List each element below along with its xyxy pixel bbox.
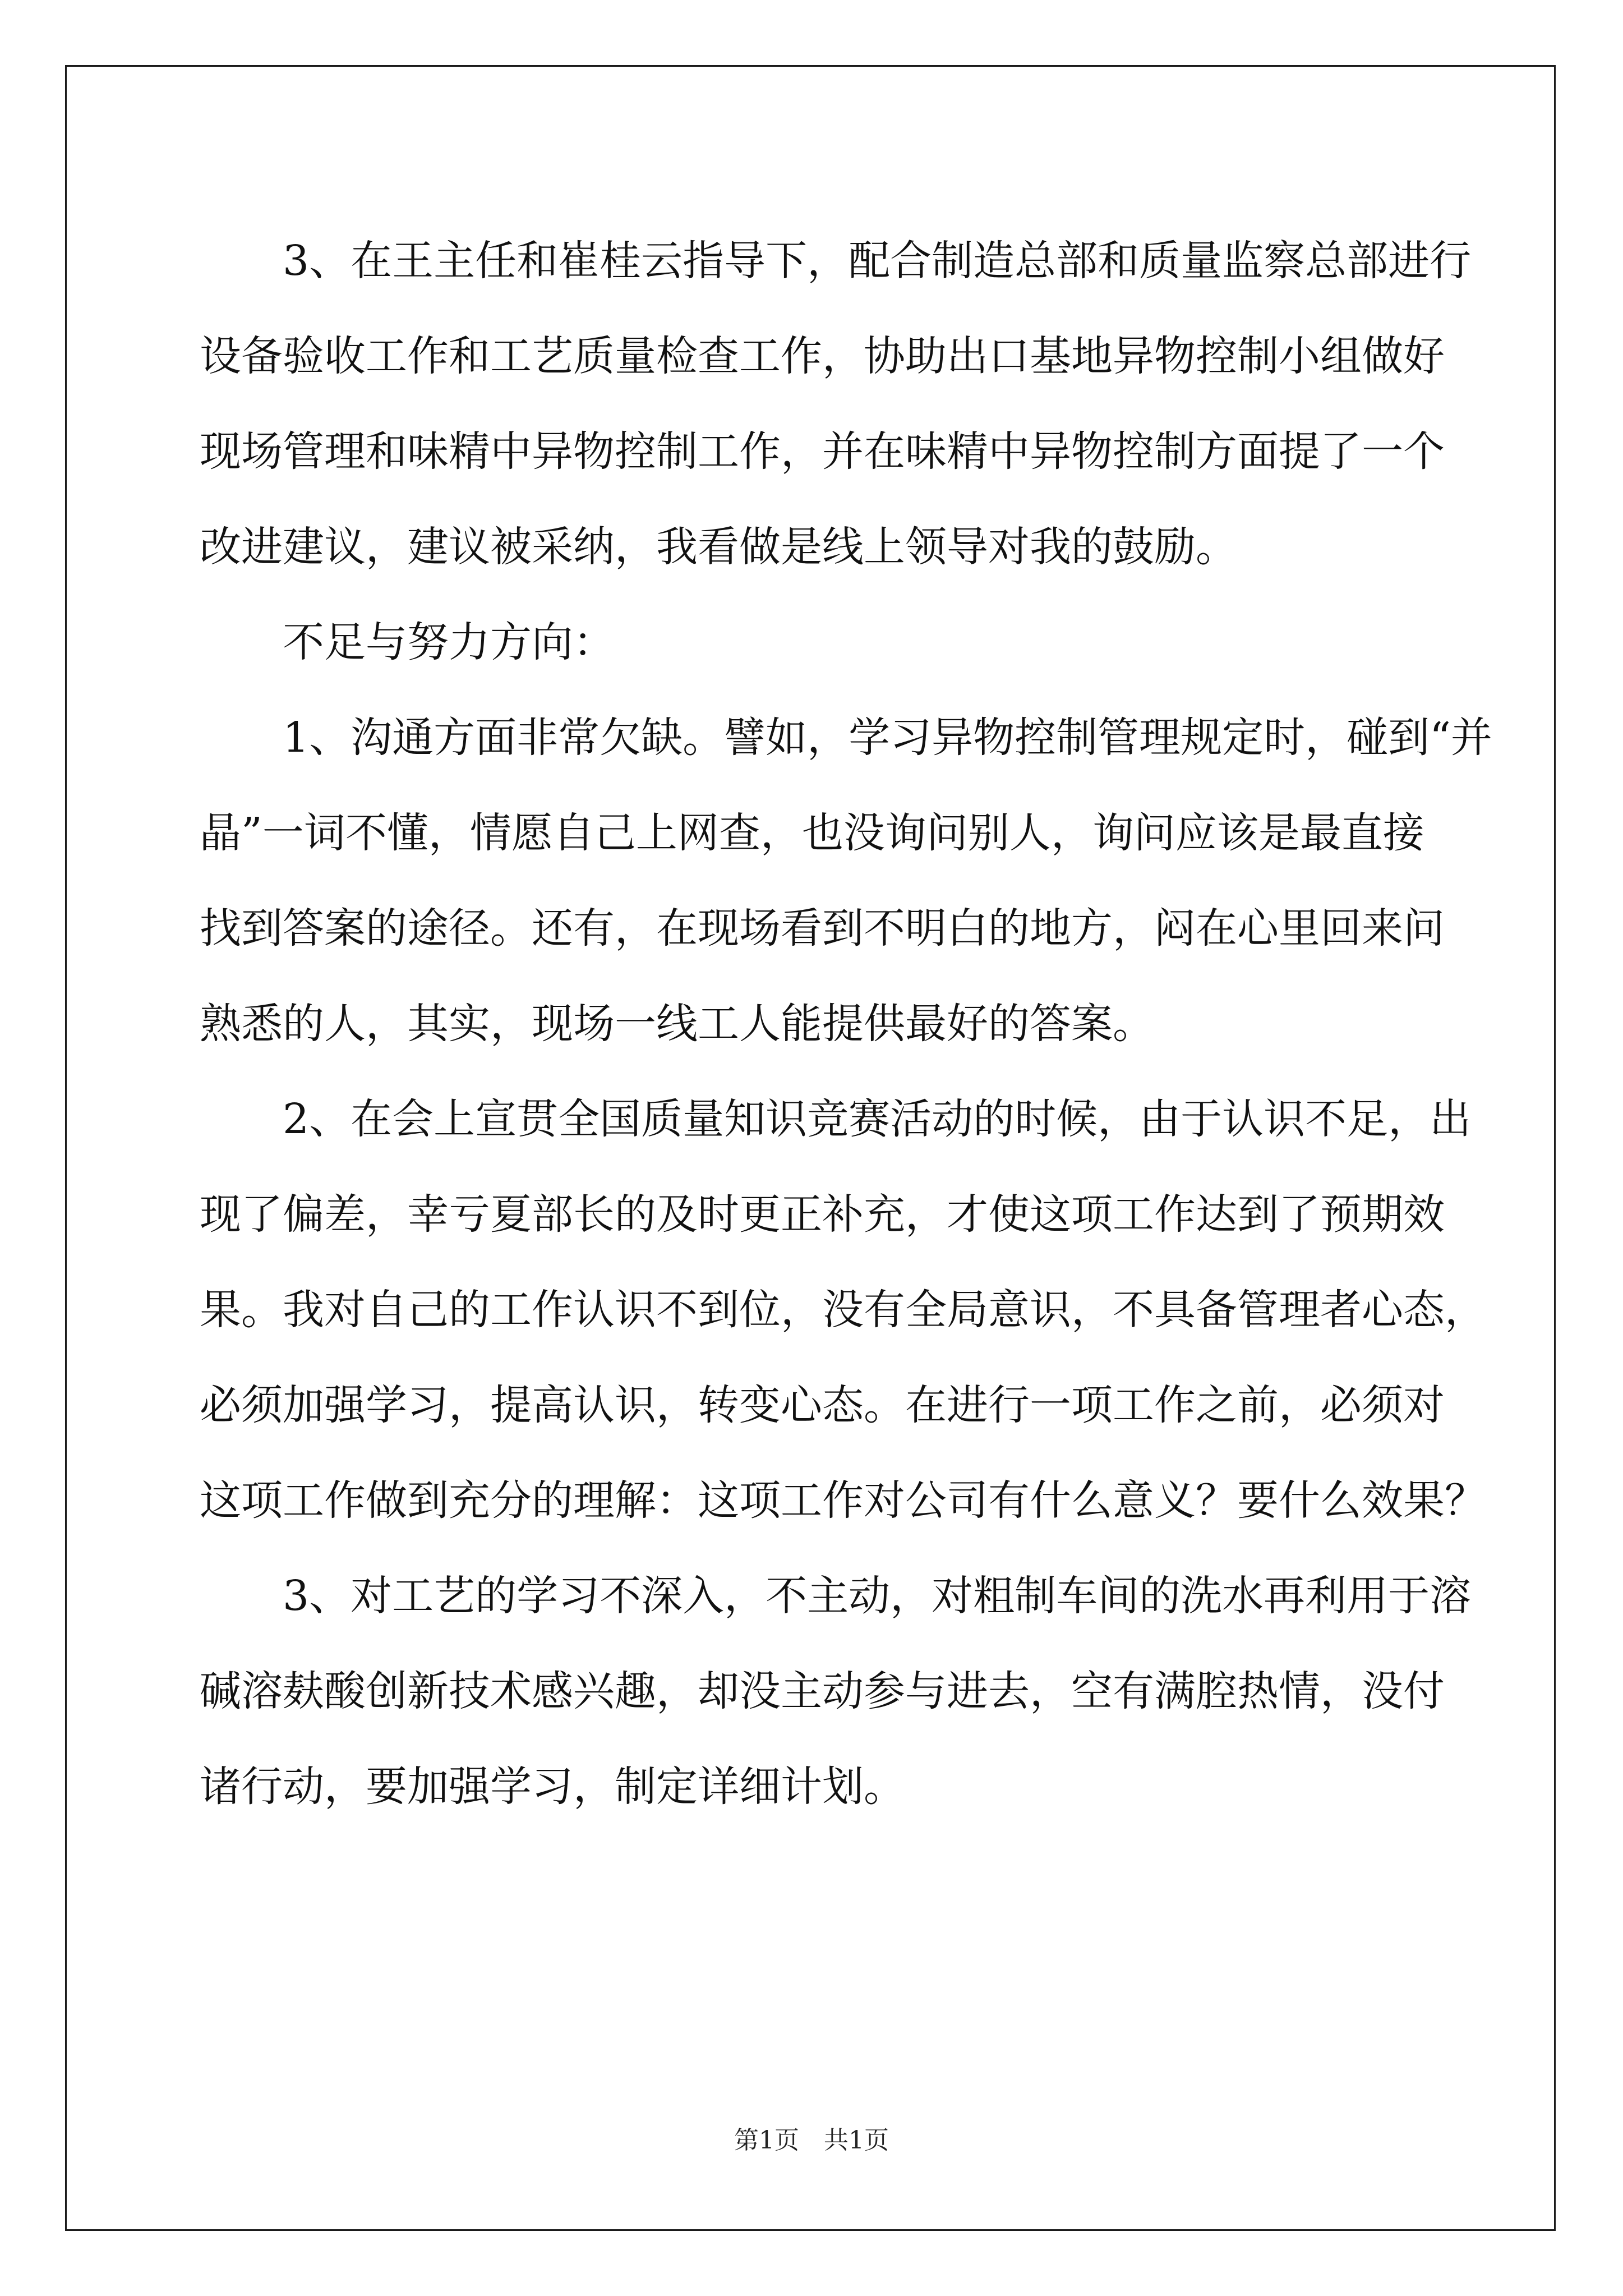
text-line: 现了偏差，幸亏夏部长的及时更正补充，才使这项工作达到了预期效 <box>200 1190 1445 1239</box>
paragraph-shortcoming-2 <box>200 1071 1486 1548</box>
paragraph-achievement-3 <box>200 213 1472 595</box>
text-line: 2、在会上宣贯全国质量知识竞赛活动的时候，由于认识不足，出 <box>283 1095 1472 1143</box>
text-line: 碱溶麸酸创新技术感兴趣，却没主动参与进去，空有满腔热情，没付 <box>200 1667 1445 1715</box>
text-line: 晶”一词不懂，情愿自己上网查，也没询问别人，询问应该是最直接 <box>200 809 1424 857</box>
text-line: 设备验收工作和工艺质量检查工作，协助出口基地异物控制小组做好 <box>200 332 1445 380</box>
text-line: 果。我对自己的工作认识不到位，没有全局意识，不具备管理者心态， <box>200 1286 1486 1334</box>
text-line: 这项工作做到充分的理解：这项工作对公司有什么意义？要什么效果？ <box>200 1476 1486 1525</box>
text-line: 1、沟通方面非常欠缺。譬如，学习异物控制管理规定时，碰到“并 <box>283 714 1492 762</box>
text-line: 熟悉的人，其实，现场一线工人能提供最好的答案。 <box>200 1000 1154 1048</box>
text-line: 现场管理和味精中异物控制工作，并在味精中异物控制方面提了一个 <box>200 427 1445 476</box>
text-line: 诸行动，要加强学习，制定详细计划。 <box>200 1763 905 1811</box>
text-line: 找到答案的途径。还有，在现场看到不明白的地方，闷在心里回来问 <box>200 904 1445 953</box>
text-line: 3、在王主任和崔桂云指导下，配合制造总部和质量监察总部进行 <box>283 237 1472 285</box>
section-heading-shortcomings <box>200 595 1433 690</box>
text-line: 不足与努力方向： <box>283 618 615 666</box>
paragraph-shortcoming-3 <box>200 1548 1472 1834</box>
text-line: 3、对工艺的学习不深入，不主动，对粗制车间的洗水再利用于溶 <box>283 1572 1472 1620</box>
page-number-footer: 第1页 共1页 <box>734 2126 889 2155</box>
text-line: 必须加强学习，提高认识，转变心态。在进行一项工作之前，必须对 <box>200 1381 1445 1429</box>
text-line: 改进建议，建议被采纳，我看做是线上领导对我的鼓励。 <box>200 523 1237 571</box>
document-body <box>200 213 1492 1834</box>
paragraph-shortcoming-1 <box>200 690 1492 1071</box>
